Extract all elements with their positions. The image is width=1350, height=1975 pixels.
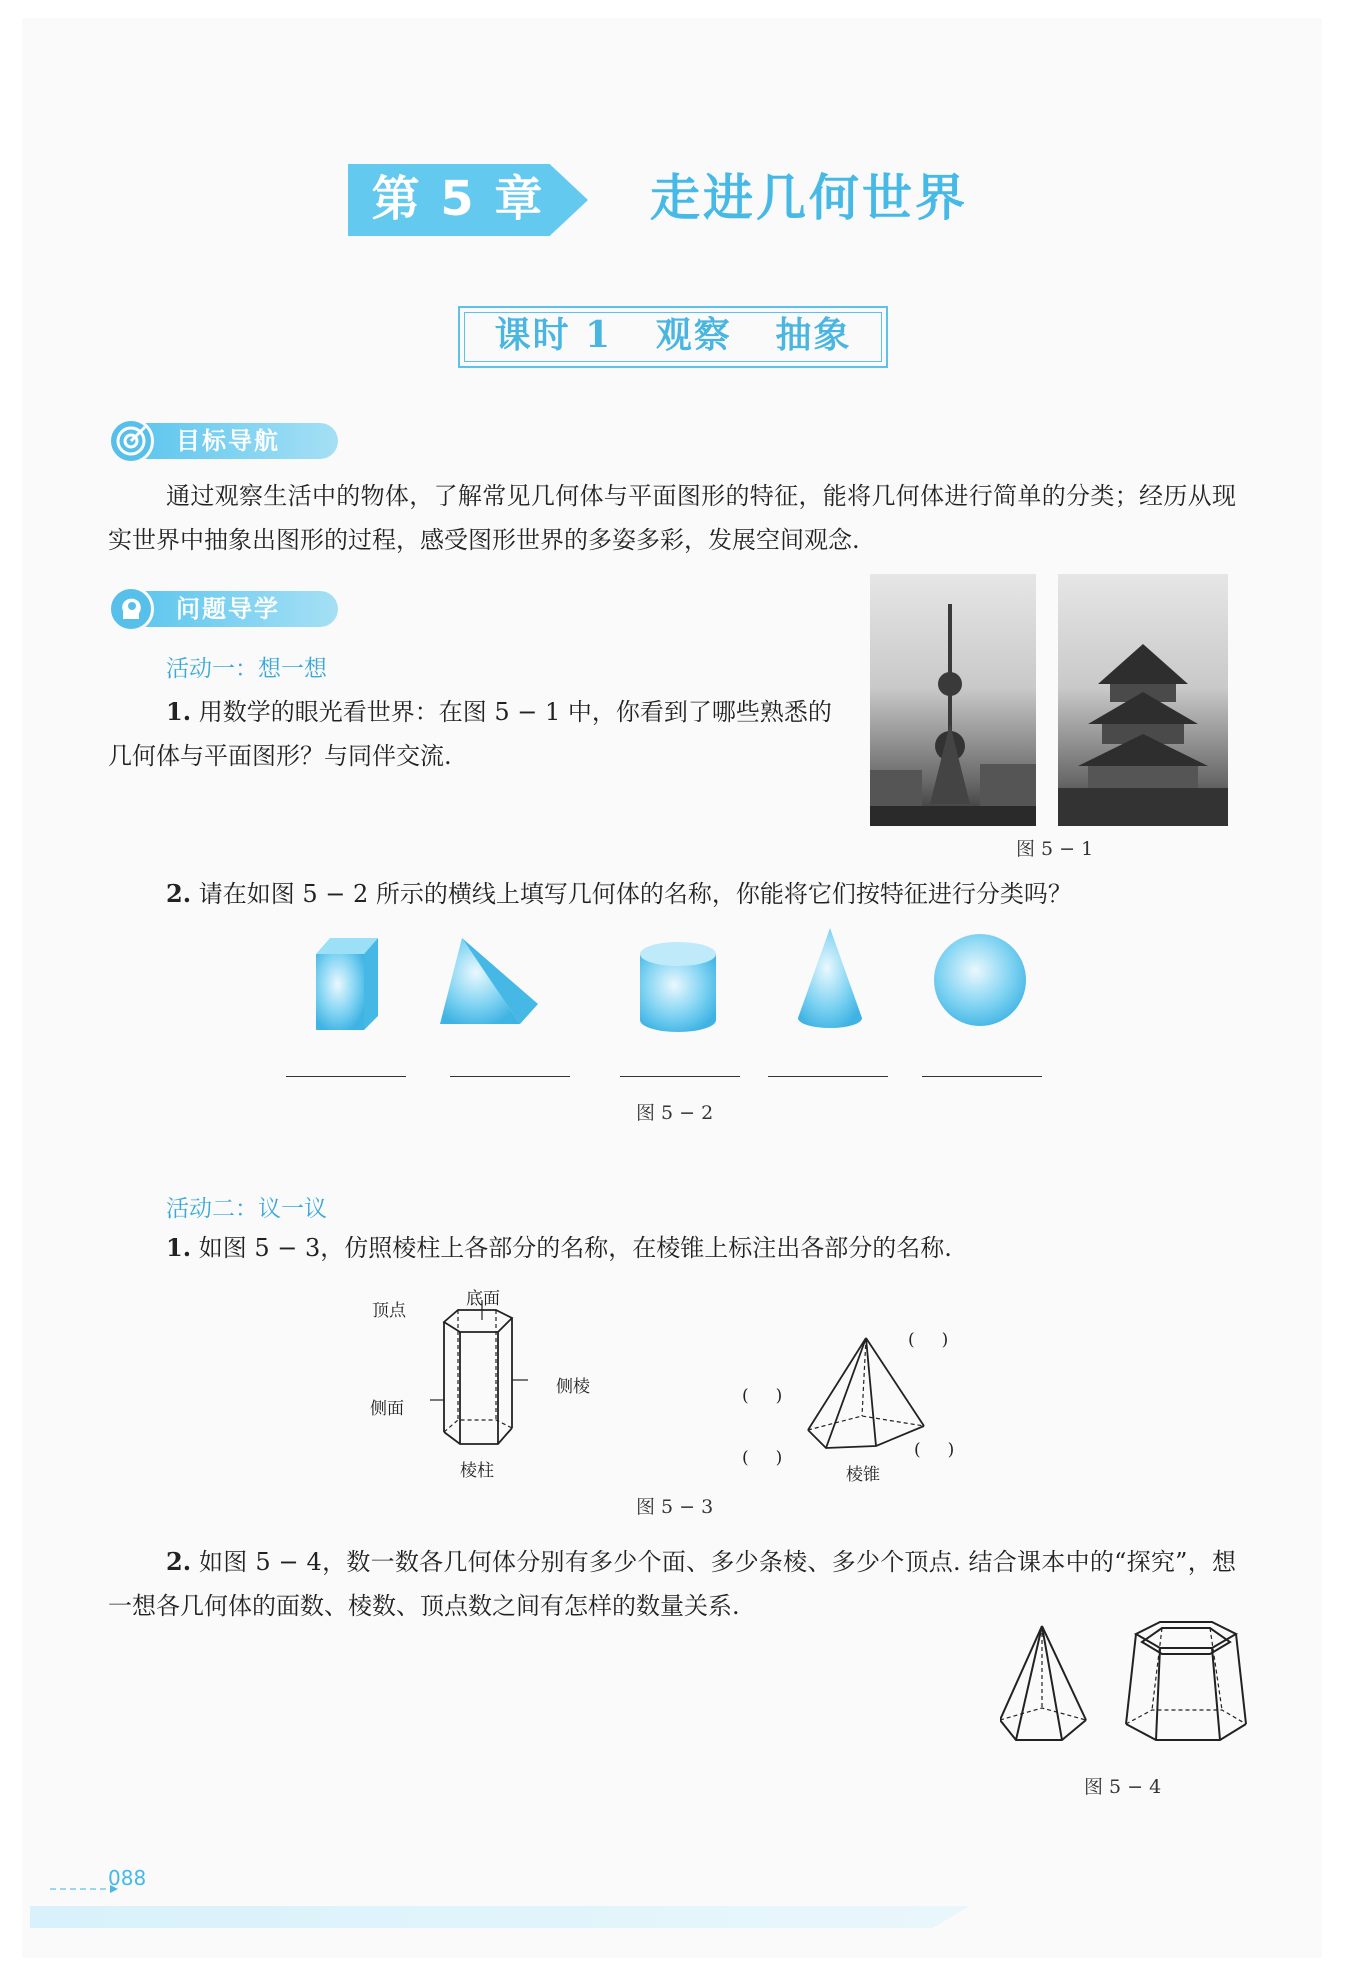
target-icon	[108, 418, 154, 464]
question-number: 1.	[166, 697, 192, 726]
question-number: 2.	[166, 879, 192, 908]
cylinder-shape	[640, 942, 716, 1032]
question-text: 用数学的眼光看世界：在图 5 − 1 中，你看到了哪些熟悉的几何体与平面图形？与同伴交流.	[108, 698, 832, 770]
guide-badge-label: 问题导学	[176, 595, 280, 623]
goals-text: 通过观察生活中的物体，了解常见几何体与平面图形的特征，能将几何体进行简单的分类；经历从现实世界中抽象出图形的过程，感受图形世界的多姿多彩，发展空间观念.	[108, 482, 1236, 554]
lateral-face-label: 侧面	[370, 1399, 404, 1419]
answer-parentheses[interactable]: ( )	[742, 1386, 783, 1406]
prism-name-label: 棱柱	[460, 1461, 494, 1481]
vertex-label: 顶点	[372, 1301, 406, 1321]
lesson-title-box	[458, 306, 888, 368]
pyramid-name-label: 棱锥	[846, 1465, 880, 1485]
answer-parentheses[interactable]: ( )	[742, 1448, 783, 1468]
activity2-title: 活动二：议一议	[166, 1196, 327, 1222]
answer-blank[interactable]	[922, 1076, 1042, 1077]
head-gear-icon	[108, 586, 154, 632]
answer-parentheses[interactable]: ( )	[908, 1330, 949, 1350]
temple-of-heaven-photo	[1058, 574, 1228, 826]
fig5-3-caption: 图 5 − 3	[636, 1496, 714, 1518]
activity2-q2	[108, 1540, 1236, 1628]
fig5-4-caption: 图 5 − 4	[1084, 1776, 1162, 1798]
cone-shape	[798, 928, 862, 1028]
lesson-title: 课时 1 观察 抽象	[494, 314, 852, 356]
answer-blank[interactable]	[768, 1076, 888, 1077]
base-label: 底面	[466, 1289, 500, 1309]
lateral-edge-label: 侧棱	[556, 1377, 590, 1397]
sphere-shape	[934, 934, 1026, 1026]
answer-blank[interactable]	[450, 1076, 570, 1077]
triangular-prism-shape	[440, 938, 538, 1024]
cube-shape	[316, 938, 378, 1030]
question-number: 1.	[166, 1233, 192, 1262]
fig5-1-caption: 图 5 − 1	[1016, 838, 1094, 860]
tv-tower-photo	[870, 574, 1036, 826]
activity1-title: 活动一：想一想	[166, 656, 327, 682]
goals-badge-label: 目标导航	[176, 427, 280, 455]
page-number: 088	[108, 1866, 147, 1890]
goals-badge	[108, 418, 368, 462]
activity1-q2	[108, 872, 1236, 916]
footer-band	[30, 1906, 970, 1928]
answer-blank[interactable]	[286, 1076, 406, 1077]
activity2-q1	[108, 1226, 1236, 1270]
solids-figure	[290, 920, 1060, 1040]
guide-badge	[108, 586, 368, 630]
question-text: 如图 5 − 3，仿照棱柱上各部分的名称，在棱锥上标注出各部分的名称.	[198, 1234, 952, 1262]
question-text: 如图 5 − 4，数一数各几何体分别有多少个面、多少条棱、多少个顶点. 结合课本中的“探究”，想一想各几何体的面数、棱数、顶点数之间有怎样的数量关系.	[108, 1548, 1236, 1620]
figure-5-4-solids	[1000, 1620, 1250, 1760]
question-text: 请在如图 5 − 2 所示的横线上填写几何体的名称，你能将它们按特征进行分类吗？	[198, 880, 1072, 908]
activity1-q1	[108, 690, 850, 778]
answer-blank[interactable]	[620, 1076, 740, 1077]
fig5-2-caption: 图 5 − 2	[636, 1102, 714, 1124]
chapter-number: 第 5 章	[371, 171, 545, 227]
chapter-title: 走进几何世界	[650, 169, 968, 227]
answer-parentheses[interactable]: ( )	[914, 1440, 955, 1460]
question-number: 2.	[166, 1547, 192, 1576]
hexagonal-prism-figure	[430, 1300, 560, 1460]
